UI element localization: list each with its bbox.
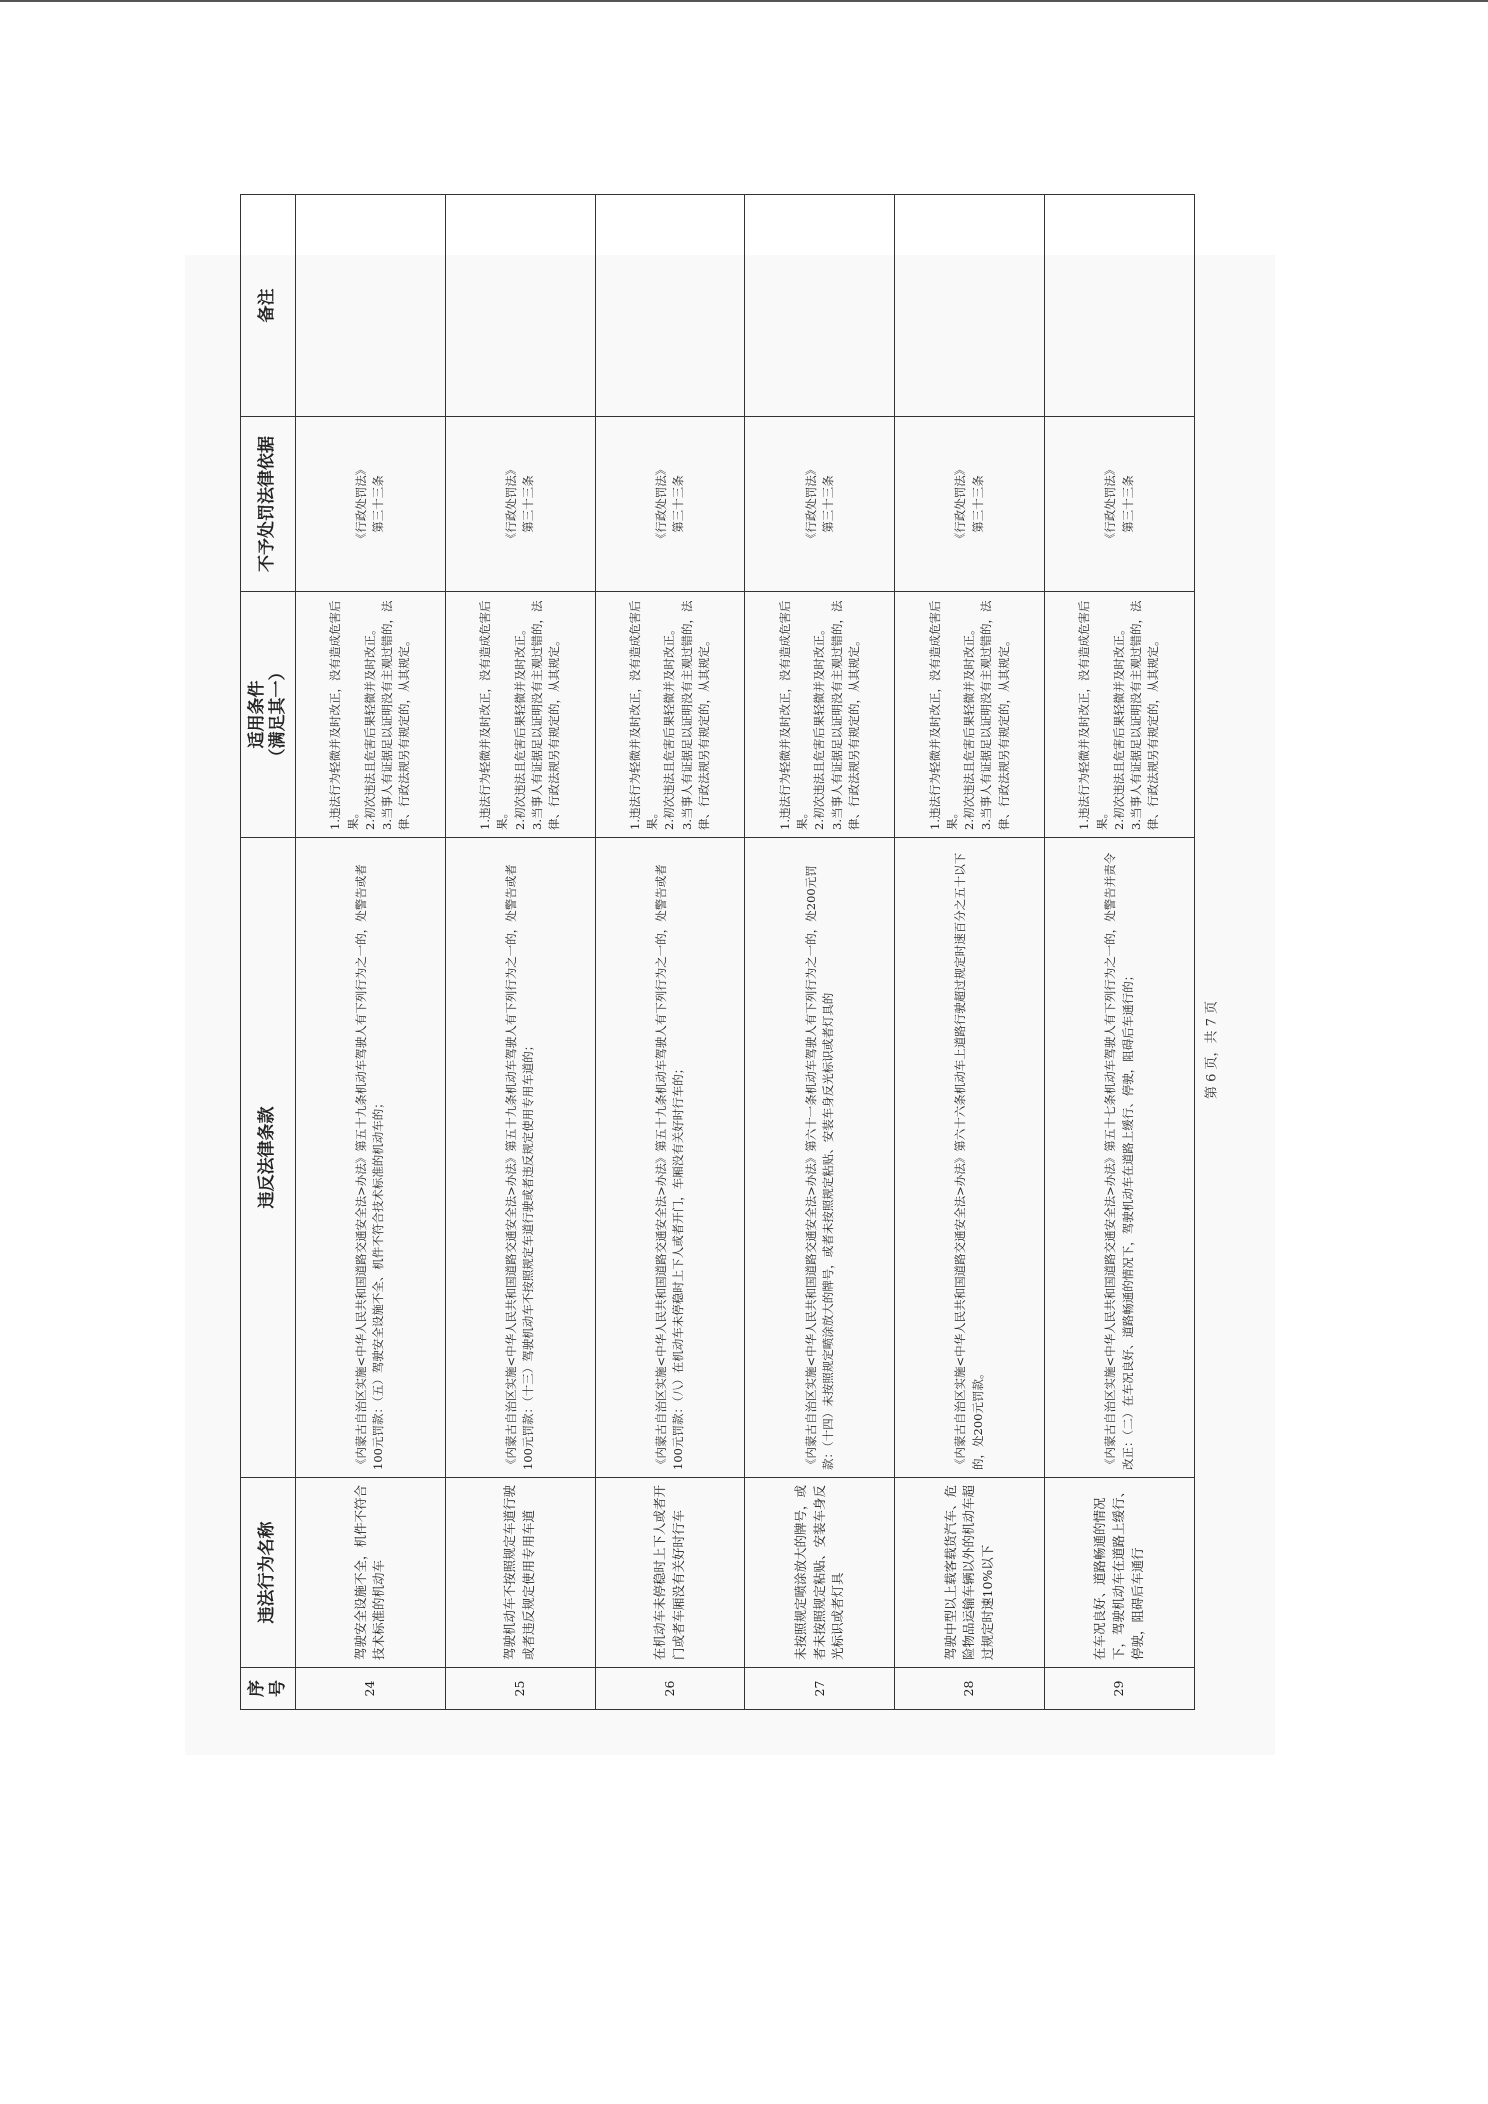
header-conditions [241,592,296,838]
legal-basis [745,417,895,592]
condition-item: 2.初次违法且危害后果轻微并及时改正。 [1111,623,1126,830]
rotated-table-wrapper [240,195,1195,1710]
header-violation-name: 违法行为名称 [241,1478,296,1668]
row-note [895,195,1045,417]
legal-basis-line: 第三十三条 [1120,475,1135,533]
legal-basis [1045,417,1195,592]
table-row [745,195,895,1710]
row-index: 29 [1045,1668,1195,1710]
violation-name: 驾驶安全设施不全，机件不符合技术标准的机动车 [296,1478,446,1668]
legal-basis-line: 《行政处罚法》 [653,463,668,545]
applicable-conditions [1045,592,1195,838]
condition-item: 1.违法行为轻微并及时改正，没有造成危害后果。 [1077,600,1109,830]
applicable-conditions [296,592,446,838]
violation-name: 在车况良好、道路畅通的情况下，驾驶机动车在道路上缓行、停驶，阻碍后车通行 [1045,1478,1195,1668]
legal-basis-line: 《行政处罚法》 [953,463,968,545]
legal-basis [296,417,446,592]
header-legal-basis: 不予处罚法律依据 [241,417,296,592]
legal-basis-line: 《行政处罚法》 [354,463,369,545]
header-index: 序号 [241,1668,296,1710]
row-index: 28 [895,1668,1045,1710]
table-row [595,195,745,1710]
violated-clause: 《内蒙古自治区实施<中华人民共和国道路交通安全法>办法》第五十九条机动车驾驶人有下列行为之一的，处警告或者100元罚款：（十三）驾驶机动车不按照规定车道行驶或者违反规定使用专用车道的； [445,838,595,1478]
penalty-exemption-table [240,194,1195,1710]
legal-basis-line: 《行政处罚法》 [803,463,818,545]
condition-item: 3.当事人有证据足以证明没有主观过错的，法律、行政法规另有规定的，从其规定。 [829,600,861,830]
violation-name: 驾驶机动车不按照规定车道行驶或者违反规定使用专用车道 [445,1478,595,1668]
condition-item: 2.初次违法且危害后果轻微并及时改正。 [362,623,377,830]
row-note [1045,195,1195,417]
table-row [895,195,1045,1710]
applicable-conditions [445,592,595,838]
legal-basis-line: 第三十三条 [671,475,686,533]
header-note: 备注 [241,195,296,417]
condition-item: 1.违法行为轻微并及时改正，没有造成危害后果。 [777,600,810,830]
condition-item: 2.初次违法且危害后果轻微并及时改正。 [962,623,977,830]
applicable-conditions [595,592,745,838]
condition-item: 3.当事人有证据足以证明没有主观过错的，法律、行政法规另有规定的，从其规定。 [380,600,412,830]
condition-item: 1.违法行为轻微并及时改正，没有造成危害后果。 [627,600,660,830]
violation-name: 驾驶中型以上载客载货汽车、危险物品运输车辆以外的机动车超过规定时速10%以下 [895,1478,1045,1668]
header-conditions-line2: （满足其一） [268,663,288,766]
condition-item: 3.当事人有证据足以证明没有主观过错的，法律、行政法规另有规定的，从其规定。 [529,600,562,830]
condition-item: 2.初次违法且危害后果轻微并及时改正。 [812,623,827,830]
table-row [445,195,595,1710]
violated-clause: 《内蒙古自治区实施<中华人民共和国道路交通安全法>办法》第六十六条机动车上道路行驶超过规定时速百分之五十以下的，处200元罚款。 [895,838,1045,1478]
row-note [296,195,446,417]
violation-name: 在机动车未停稳时上下人或者开门或者车厢没有关好时行车 [595,1478,745,1668]
legal-basis [595,417,745,592]
condition-item: 1.违法行为轻微并及时改正，没有造成危害后果。 [328,600,360,830]
legal-basis [895,417,1045,592]
condition-item: 1.违法行为轻微并及时改正，没有造成危害后果。 [927,600,959,830]
violated-clause: 《内蒙古自治区实施<中华人民共和国道路交通安全法>办法》第五十七条机动车驾驶人有下列行为之一的，处警告并责令改正：（二）在车况良好、道路畅通的情况下，驾驶机动车在道路上缓行、停驶，阻碍后车通行的； [1045,838,1195,1478]
condition-item: 2.初次违法且危害后果轻微并及时改正。 [512,623,527,830]
legal-basis-line: 第三十三条 [521,475,536,533]
table-row [1045,195,1195,1710]
row-index: 27 [745,1668,895,1710]
violated-clause: 《内蒙古自治区实施<中华人民共和国道路交通安全法>办法》第五十九条机动车驾驶人有下列行为之一的，处警告或者100元罚款：（八）在机动车未停稳时上下人或者开门，车厢没有关好时行车的； [595,838,745,1478]
violated-clause: 《内蒙古自治区实施<中华人民共和国道路交通安全法>办法》第六十一条机动车驾驶人有下列行为之一的，处200元罚款：（十四）未按照规定喷涂放大的牌号，或者未按照规定粘贴、安装车身反光标识或者灯具的 [745,838,895,1478]
row-note [595,195,745,417]
legal-basis-line: 《行政处罚法》 [503,463,518,545]
table-header-row [241,195,296,1710]
scan-top-border [0,0,1488,2]
applicable-conditions [895,592,1045,838]
row-index: 24 [296,1668,446,1710]
page-number-footer: 第 6 页，共 7 页 [1204,1000,1220,1100]
condition-item: 2.初次违法且危害后果轻微并及时改正。 [662,623,677,830]
condition-item: 3.当事人有证据足以证明没有主观过错的，法律、行政法规另有规定的，从其规定。 [1129,600,1161,830]
legal-basis-line: 《行政处罚法》 [1103,463,1118,545]
row-note [745,195,895,417]
row-note [445,195,595,417]
applicable-conditions [745,592,895,838]
violated-clause: 《内蒙古自治区实施<中华人民共和国道路交通安全法>办法》第五十九条机动车驾驶人有下列行为之一的，处警告或者100元罚款：（五）驾驶安全设施不全、机件不符合技术标准的机动车的； [296,838,446,1478]
table-row [296,195,446,1710]
condition-item: 3.当事人有证据足以证明没有主观过错的，法律、行政法规另有规定的，从其规定。 [979,600,1011,830]
row-index: 25 [445,1668,595,1710]
legal-basis [445,417,595,592]
header-conditions-line1: 适用条件 [246,680,267,749]
condition-item: 3.当事人有证据足以证明没有主观过错的，法律、行政法规另有规定的，从其规定。 [679,600,711,830]
violation-name: 未按照规定喷涂放大的牌号，或者未按照规定粘贴、安装车身反光标识或者灯具 [745,1478,895,1668]
header-violated-clause: 违反法律条款 [241,838,296,1478]
row-index: 26 [595,1668,745,1710]
legal-basis-line: 第三十三条 [820,475,835,533]
legal-basis-line: 第三十三条 [970,475,985,533]
legal-basis-line: 第三十三条 [371,475,386,533]
condition-item: 1.违法行为轻微并及时改正，没有造成危害后果。 [478,600,510,830]
table-body [296,195,1195,1710]
